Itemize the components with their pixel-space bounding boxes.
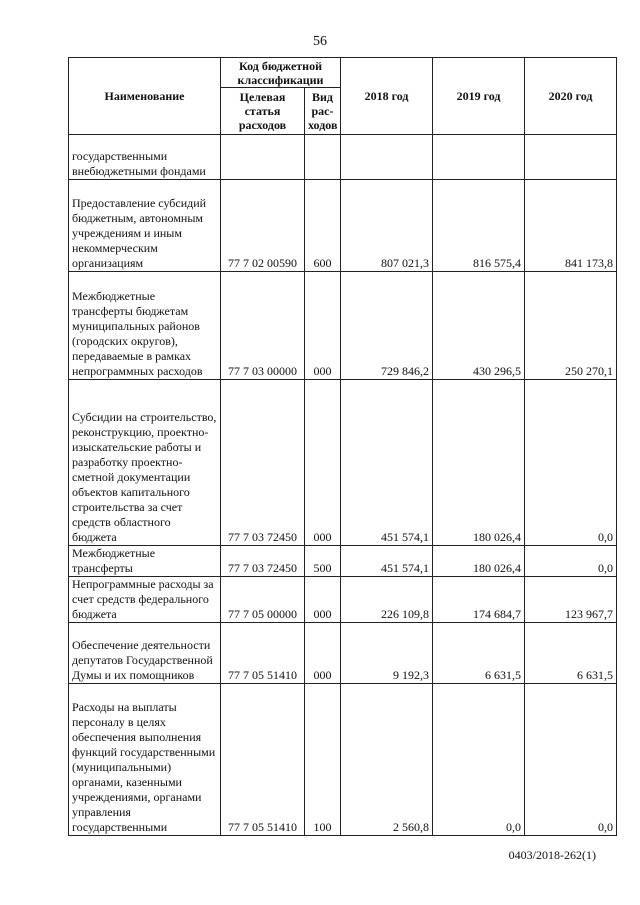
row-name: Расходы на выплаты персоналу в целях обеспечения выполнения функций государственными (муниципальными) органами, казенными учреждениями, органами управления государственными [69, 684, 221, 836]
row-code: 77 7 05 51410 [221, 623, 305, 684]
row-2019: 180 026,4 [433, 380, 525, 546]
table-row [69, 623, 617, 684]
row-2018: 9 192,3 [341, 623, 433, 684]
row-name: государственными внебюджетными фондами [69, 135, 221, 180]
row-code [221, 135, 305, 180]
row-name: Межбюджетные трансферты бюджетам муниципальных районов (городских округов), передаваемые в рамках непрограммных расходов [69, 272, 221, 380]
row-type: 100 [305, 684, 341, 836]
row-2020: 250 270,1 [525, 272, 617, 380]
table-row [69, 272, 617, 380]
row-2020: 0,0 [525, 684, 617, 836]
row-name: Предоставление субсидий бюджетным, автономным учреждениям и иным некоммерческим организациям [69, 180, 221, 272]
row-2018: 729 846,2 [341, 272, 433, 380]
header-code-group: Код бюджетной классификации [221, 58, 341, 88]
row-2019: 430 296,5 [433, 272, 525, 380]
row-2018: 807 021,3 [341, 180, 433, 272]
table-row [69, 380, 617, 546]
header-target: Целевая статья расходов [221, 88, 305, 135]
row-type [305, 135, 341, 180]
table-row [69, 180, 617, 272]
row-2019: 816 575,4 [433, 180, 525, 272]
row-2018: 451 574,1 [341, 546, 433, 577]
row-type: 000 [305, 577, 341, 623]
table-row [69, 684, 617, 836]
row-code: 77 7 03 72450 [221, 380, 305, 546]
row-2018: 451 574,1 [341, 380, 433, 546]
row-2018: 226 109,8 [341, 577, 433, 623]
row-type: 600 [305, 180, 341, 272]
table-row [69, 577, 617, 623]
row-code: 77 7 03 00000 [221, 272, 305, 380]
row-2018: 2 560,8 [341, 684, 433, 836]
row-2019: 180 026,4 [433, 546, 525, 577]
header-2018: 2018 год [341, 58, 433, 135]
row-type: 000 [305, 272, 341, 380]
row-code: 77 7 05 00000 [221, 577, 305, 623]
header-type: Вид рас-ходов [305, 88, 341, 135]
row-2020: 841 173,8 [525, 180, 617, 272]
row-type: 000 [305, 380, 341, 546]
page-number: 56 [313, 34, 327, 49]
row-code: 77 7 03 72450 [221, 546, 305, 577]
document-code: 0403/2018-262(1) [508, 848, 596, 862]
budget-table [68, 57, 617, 836]
row-2020: 0,0 [525, 380, 617, 546]
table-row [69, 135, 617, 180]
row-type: 000 [305, 623, 341, 684]
row-2020: 123 967,7 [525, 577, 617, 623]
row-code: 77 7 05 51410 [221, 684, 305, 836]
row-name: Обеспечение деятельности депутатов Государственной Думы и их помощников [69, 623, 221, 684]
row-2019: 0,0 [433, 684, 525, 836]
row-2020 [525, 135, 617, 180]
row-name: Непрограммные расходы за счет средств федерального бюджета [69, 577, 221, 623]
row-2019: 174 684,7 [433, 577, 525, 623]
row-2018 [341, 135, 433, 180]
row-name: Межбюджетные трансферты [69, 546, 221, 577]
row-name: Субсидии на строительство, реконструкцию, проектно-изыскательские работы и разработку проектно-сметной документации объектов капитального строительства за счет средств областного бюджета [69, 380, 221, 546]
table-row [69, 546, 617, 577]
header-2020: 2020 год [525, 58, 617, 135]
row-2020: 0,0 [525, 546, 617, 577]
row-type: 500 [305, 546, 341, 577]
header-name: Наименование [69, 58, 221, 135]
row-code: 77 7 02 00590 [221, 180, 305, 272]
row-2019 [433, 135, 525, 180]
header-2019: 2019 год [433, 58, 525, 135]
row-2019: 6 631,5 [433, 623, 525, 684]
row-2020: 6 631,5 [525, 623, 617, 684]
